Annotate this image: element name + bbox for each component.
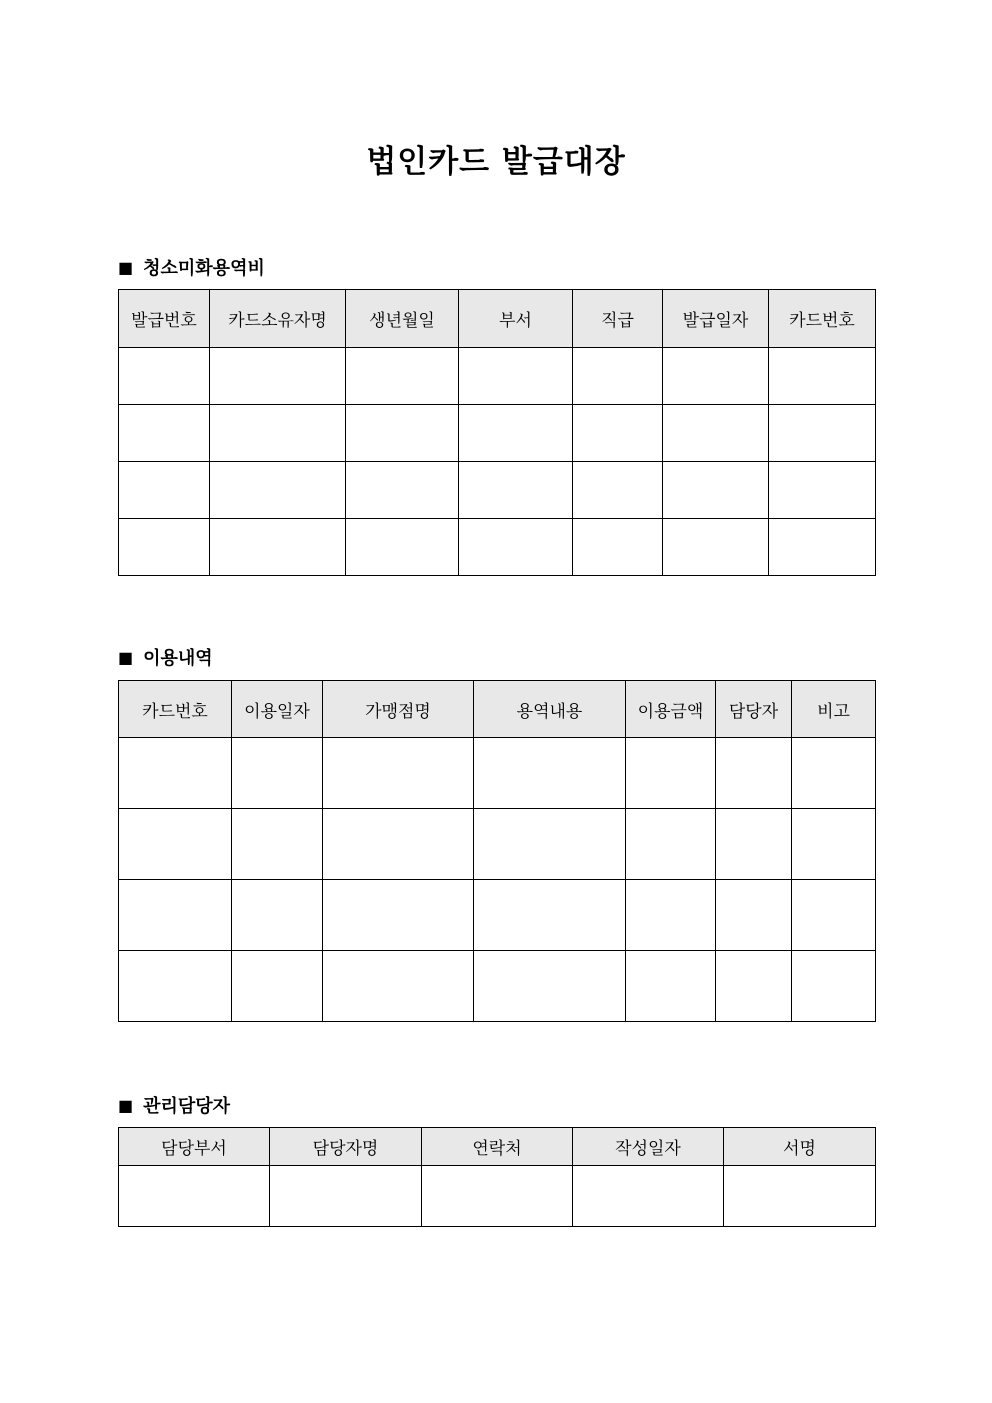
table-cell[interactable] — [573, 405, 663, 462]
section-heading-issuance — [118, 254, 265, 280]
section-title: 청소미화용역비 — [143, 258, 265, 279]
column-header: 가맹점명 — [323, 681, 474, 738]
table-cell[interactable] — [119, 1166, 270, 1227]
table-cell[interactable] — [346, 405, 459, 462]
column-header: 부서 — [459, 290, 573, 348]
column-header: 카드번호 — [119, 681, 232, 738]
table-cell[interactable] — [792, 738, 876, 809]
table-cell[interactable] — [210, 348, 346, 405]
table-cell[interactable] — [769, 348, 876, 405]
table-row — [119, 519, 876, 576]
column-header: 발급번호 — [119, 290, 210, 348]
section-title: 관리담당자 — [143, 1096, 231, 1117]
table-cell[interactable] — [119, 809, 232, 880]
table-cell[interactable] — [459, 405, 573, 462]
table-cell[interactable] — [232, 880, 323, 951]
column-header: 담당자 — [716, 681, 792, 738]
table-cell[interactable] — [474, 951, 626, 1022]
table-cell[interactable] — [346, 462, 459, 519]
table-row — [119, 951, 876, 1022]
section-heading-manager — [118, 1092, 230, 1118]
usage-table — [118, 680, 876, 1022]
page-title: 법인카드 발급대장 — [366, 144, 626, 180]
table-row — [119, 738, 876, 809]
table-cell[interactable] — [210, 462, 346, 519]
table-cell[interactable] — [232, 809, 323, 880]
table-cell[interactable] — [119, 462, 210, 519]
column-header: 직급 — [573, 290, 663, 348]
section-title: 이용내역 — [143, 648, 213, 669]
table-cell[interactable] — [724, 1166, 876, 1227]
table-cell[interactable] — [323, 951, 474, 1022]
table-cell[interactable] — [663, 348, 769, 405]
table-cell[interactable] — [232, 951, 323, 1022]
table-cell[interactable] — [119, 951, 232, 1022]
header-row — [119, 1128, 876, 1166]
table-cell[interactable] — [663, 462, 769, 519]
header-row — [119, 681, 876, 738]
table-row — [119, 809, 876, 880]
table-cell[interactable] — [573, 348, 663, 405]
table-cell[interactable] — [119, 880, 232, 951]
table-cell[interactable] — [119, 348, 210, 405]
table-cell[interactable] — [346, 519, 459, 576]
column-header: 카드소유자명 — [210, 290, 346, 348]
table-cell[interactable] — [573, 519, 663, 576]
column-header: 생년월일 — [346, 290, 459, 348]
table-cell[interactable] — [210, 519, 346, 576]
table-cell[interactable] — [459, 348, 573, 405]
table-cell[interactable] — [119, 405, 210, 462]
column-header: 용역내용 — [474, 681, 626, 738]
table-cell[interactable] — [626, 880, 716, 951]
table-cell[interactable] — [792, 951, 876, 1022]
square-bullet-icon: ■ — [118, 257, 134, 277]
header-row — [119, 290, 876, 348]
table-cell[interactable] — [459, 462, 573, 519]
table-cell[interactable] — [716, 951, 792, 1022]
table-cell[interactable] — [792, 880, 876, 951]
table-row — [119, 462, 876, 519]
table-cell[interactable] — [422, 1166, 573, 1227]
table-cell[interactable] — [663, 405, 769, 462]
column-header: 담당부서 — [119, 1128, 270, 1166]
column-header: 연락처 — [422, 1128, 573, 1166]
table-cell[interactable] — [323, 880, 474, 951]
table-cell[interactable] — [474, 738, 626, 809]
column-header: 이용금액 — [626, 681, 716, 738]
table-cell[interactable] — [716, 809, 792, 880]
table-cell[interactable] — [716, 880, 792, 951]
table-cell[interactable] — [474, 880, 626, 951]
square-bullet-icon: ■ — [118, 1095, 134, 1115]
table-row — [119, 348, 876, 405]
square-bullet-icon: ■ — [118, 647, 134, 667]
table-cell[interactable] — [626, 738, 716, 809]
table-cell[interactable] — [459, 519, 573, 576]
table-cell[interactable] — [716, 738, 792, 809]
table-cell[interactable] — [323, 738, 474, 809]
table-cell[interactable] — [210, 405, 346, 462]
table-cell[interactable] — [626, 951, 716, 1022]
table-cell[interactable] — [663, 519, 769, 576]
table-cell[interactable] — [626, 809, 716, 880]
table-cell[interactable] — [323, 809, 474, 880]
column-header: 발급일자 — [663, 290, 769, 348]
table-row — [119, 1166, 876, 1227]
column-header: 담당자명 — [270, 1128, 422, 1166]
table-cell[interactable] — [573, 462, 663, 519]
table-cell[interactable] — [792, 809, 876, 880]
table-cell[interactable] — [769, 462, 876, 519]
table-cell[interactable] — [769, 405, 876, 462]
table-cell[interactable] — [119, 519, 210, 576]
table-row — [119, 880, 876, 951]
column-header: 이용일자 — [232, 681, 323, 738]
table-row — [119, 405, 876, 462]
column-header: 작성일자 — [573, 1128, 724, 1166]
table-cell[interactable] — [119, 738, 232, 809]
column-header: 비고 — [792, 681, 876, 738]
table-cell[interactable] — [474, 809, 626, 880]
table-cell[interactable] — [346, 348, 459, 405]
column-header: 서명 — [724, 1128, 876, 1166]
table-cell[interactable] — [232, 738, 323, 809]
column-header: 카드번호 — [769, 290, 876, 348]
table-cell[interactable] — [270, 1166, 422, 1227]
table-cell[interactable] — [573, 1166, 724, 1227]
table-cell[interactable] — [769, 519, 876, 576]
section-heading-usage — [118, 644, 213, 670]
issuance-table — [118, 289, 876, 576]
manager-table — [118, 1127, 876, 1227]
